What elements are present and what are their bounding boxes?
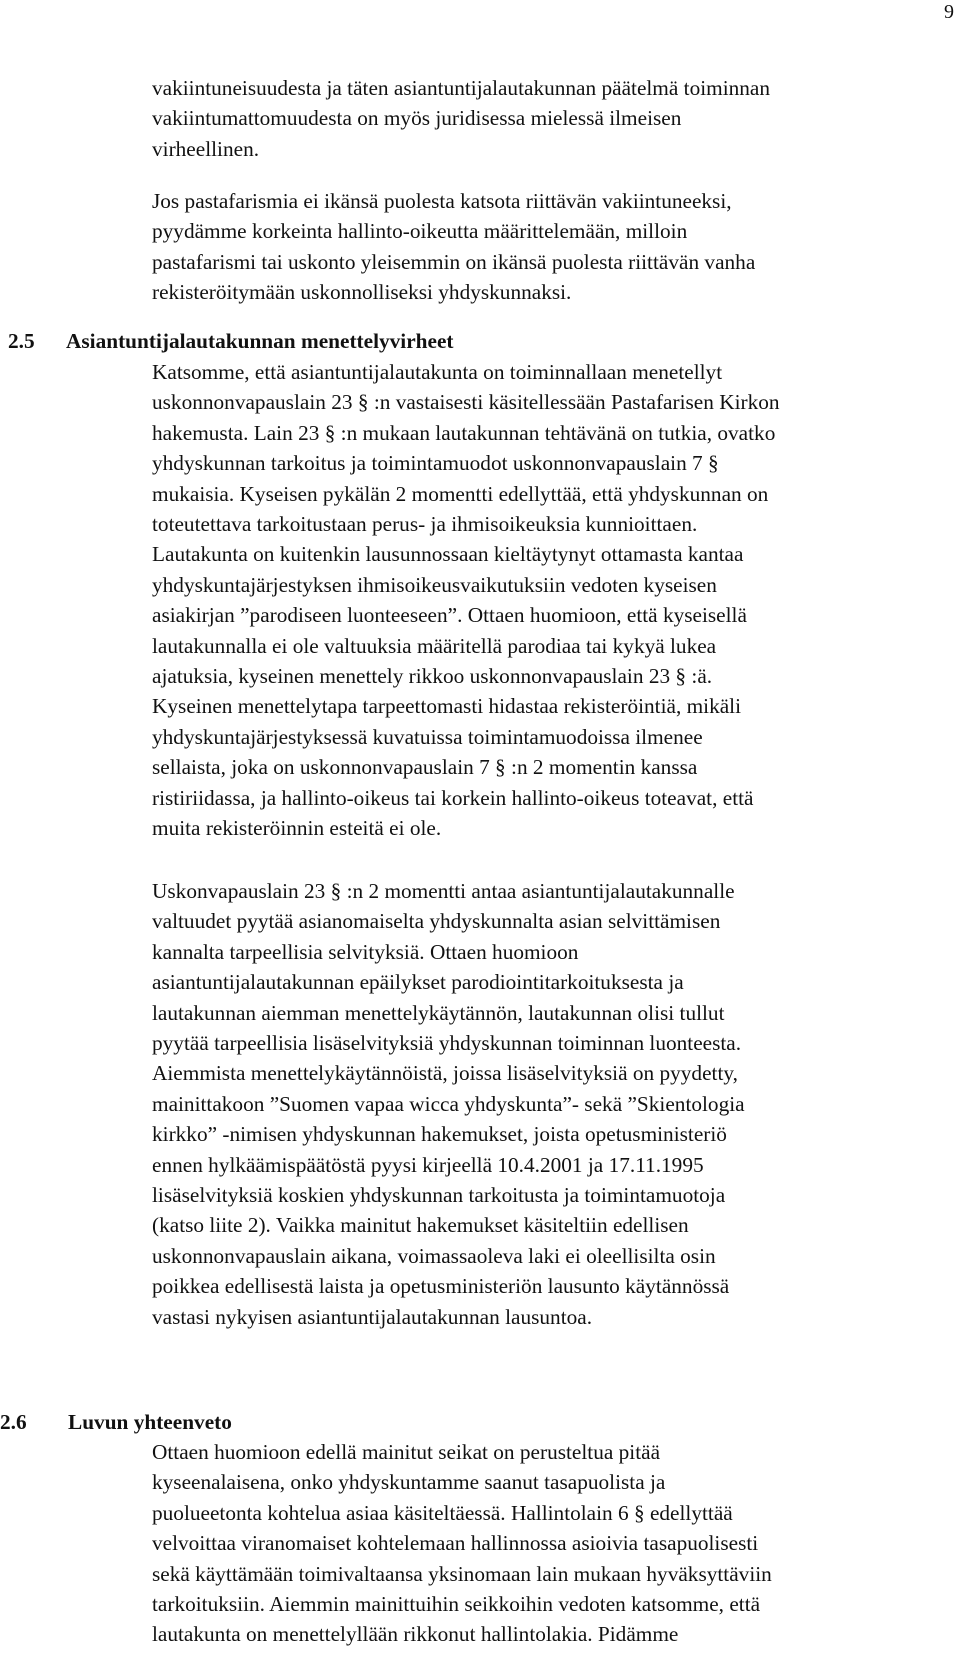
paragraph-2-5-a bbox=[152, 357, 952, 844]
paragraph-request bbox=[152, 186, 952, 308]
text-line: pyydämme korkeinta hallinto-oikeutta määrittelemään, milloin bbox=[152, 219, 688, 244]
text-line: Katsomme, että asiantuntijalautakunta on toiminnallaan menetellyt bbox=[152, 360, 723, 384]
text-line: mukaisia. Kyseisen pykälän 2 momentti edellyttää, että yhdyskunnan on bbox=[152, 481, 769, 506]
text-line: virheellinen. bbox=[152, 136, 260, 161]
text-line: asiantuntijalautakunnan epäilykset parodiointitarkoituksesta ja bbox=[152, 970, 684, 995]
text-line: tarkoituksiin. Aiemmin mainittuihin seikkoihin vedoten katsomme, että bbox=[152, 1592, 761, 1617]
text-line: hakemusta. Lain 23 § :n mukaan lautakunnan tehtävänä on tutkia, ovatko bbox=[152, 420, 776, 445]
text-line: yhdyskuntajärjestyksessä kuvatuissa toimintamuodoissa ilmenee bbox=[152, 724, 703, 749]
text-line: lautakunnan aiemman menettelykäytännön, lautakunnan olisi tullut bbox=[152, 1000, 725, 1025]
text-line: pastafarismi tai uskonto yleisemmin on ikänsä puolesta riittävän vanha bbox=[152, 249, 756, 274]
section-number: 2.6 bbox=[0, 1410, 27, 1434]
text-line: Jos pastafarismia ei ikänsä puolesta katsota riittävän vakiintuneeksi, bbox=[152, 189, 732, 213]
text-line: Lautakunta on kuitenkin lausunnossaan kieltäytynyt ottamasta kantaa bbox=[152, 542, 744, 567]
text-line: kirkko” -nimisen yhdyskunnan hakemukset, joista opetusministeriö bbox=[152, 1122, 727, 1147]
text-line: asiakirjan ”parodiseen luonteeseen”. Ottaen huomioon, että kyseisellä bbox=[152, 603, 747, 628]
text-line: Ottaen huomioon edellä mainitut seikat on perusteltua pitää bbox=[152, 1440, 661, 1464]
text-line: uskonnonvapauslain aikana, voimassaoleva laki ei oleellisilta osin bbox=[152, 1243, 716, 1268]
text-line: vakiintumattomuudesta on myös juridisessa mielessä ilmeisen bbox=[152, 106, 682, 131]
text-line: kyseenalaisena, onko yhdyskuntamme saanut tasapuolista ja bbox=[152, 1470, 666, 1495]
section-title: Asiantuntijalautakunnan menettelyvirheet bbox=[66, 329, 454, 353]
text-line: muita rekisteröinnin esteitä ei ole. bbox=[152, 816, 442, 841]
text-line: yhdyskunnan tarkoitus ja toimintamuodot uskonnonvapauslain 7 § bbox=[152, 451, 719, 476]
text-line: vakiintuneisuudesta ja täten asiantuntijalautakunnan päätelmä toiminnan bbox=[152, 76, 771, 100]
paragraph-2-6 bbox=[152, 1437, 952, 1650]
text-line: toteutettava tarkoitustaan perus- ja ihmisoikeuksia kunnioittaen. bbox=[152, 512, 698, 537]
text-line: kannalta tarpeellisia selvityksiä. Ottaen huomioon bbox=[152, 939, 579, 964]
paragraph-2-5-b bbox=[152, 876, 952, 1332]
section-number: 2.5 bbox=[8, 329, 35, 353]
text-line: yhdyskuntajärjestyksen ihmisoikeusvaikutuksiin vedoten kyseisen bbox=[152, 572, 717, 597]
text-line: valtuudet pyytää asianomaiselta yhdyskunnalta asian selvittämisen bbox=[152, 909, 721, 934]
text-line: sekä käyttämään toimivaltaansa yksinomaan lain mukaan hyväksyttäviin bbox=[152, 1561, 772, 1586]
text-line: lisäselvityksiä koskien yhdyskunnan tarkoitusta ja toimintamuotoja bbox=[152, 1183, 726, 1208]
text-line: ristiriidassa, ja hallinto-oikeus tai korkein hallinto-oikeus toteavat, että bbox=[152, 785, 754, 810]
text-line: lautakunnalla ei ole valtuuksia määritellä parodiaa tai kykyä lukea bbox=[152, 633, 717, 658]
section-title: Luvun yhteenveto bbox=[68, 1410, 232, 1434]
text-line: sellaista, joka on uskonnonvapauslain 7 § :n 2 momentin kanssa bbox=[152, 755, 698, 780]
text-line: (katso liite 2). Vaikka mainitut hakemukset käsiteltiin edellisen bbox=[152, 1213, 689, 1238]
text-line: pyytää tarpeellisia lisäselvityksiä yhdyskunnan toiminnan luonteesta. bbox=[152, 1031, 742, 1056]
text-line: mainittakoon ”Suomen vapaa wicca yhdyskunta”- sekä ”Skientologia bbox=[152, 1091, 745, 1116]
text-line: poikkea edellisestä laista ja opetusministeriön lausunto käytännössä bbox=[152, 1274, 730, 1299]
text-line: Kyseinen menettelytapa tarpeettomasti hidastaa rekisteröintiä, mikäli bbox=[152, 694, 742, 719]
text-line: Aiemmista menettelykäytännöistä, joissa lisäselvityksiä on pyydetty, bbox=[152, 1061, 738, 1086]
paragraph-continued bbox=[152, 73, 952, 164]
text-line: puolueetonta kohtelua asiaa käsiteltäessä. Hallintolain 6 § edellyttää bbox=[152, 1500, 733, 1525]
page-number: 9 bbox=[944, 1, 954, 23]
text-line: Uskonvapauslain 23 § :n 2 momentti antaa asiantuntijalautakunnalle bbox=[152, 879, 735, 903]
text-line: rekisteröitymään uskonnolliseksi yhdyskunnaksi. bbox=[152, 280, 572, 305]
text-line: lautakunta on menettelyllään rikkonut hallintolakia. Pidämme bbox=[152, 1622, 679, 1647]
text-line: velvoittaa viranomaiset kohtelemaan hallinnossa asioivia tasapuolisesti bbox=[152, 1531, 759, 1556]
text-line: ajatuksia, kyseinen menettely rikkoo uskonnonvapauslain 23 § :ä. bbox=[152, 664, 713, 689]
text-line: ennen hylkäämispäätöstä pyysi kirjeellä 10.4.2001 ja 17.11.1995 bbox=[152, 1152, 704, 1177]
text-line: uskonnonvapauslain 23 § :n vastaisesti käsitellessään Pastafarisen Kirkon bbox=[152, 390, 780, 415]
text-line: vastasi nykyisen asiantuntijalautakunnan lausuntoa. bbox=[152, 1304, 593, 1329]
